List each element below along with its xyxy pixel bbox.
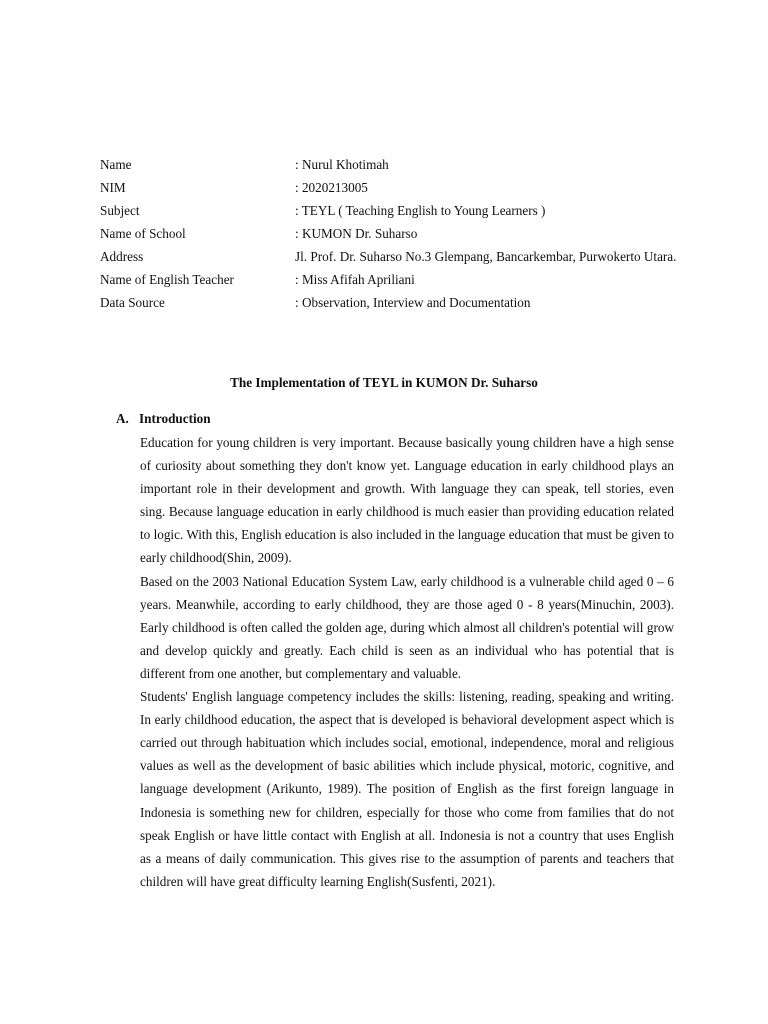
section-title: Introduction bbox=[139, 411, 211, 426]
student-info-table bbox=[100, 153, 680, 314]
paragraph: Students' English language competency includes the skills: listening, reading, speaking and writing. In early childhood education, the aspect that is developed is behavioral development aspect which is carried out through habituation which includes social, emotional, independence, moral and religious values as well as the development of basic abilities which include physical, motoric, cognitive, and language development (Arikunto, 1989). The position of English as the first foreign language in Indonesia is something new for children, especially for those who come from families that do not speak English or have little contact with English at all. Indonesia is not a country that uses English as a means of daily communication. This gives rise to the assumption of parents and teachers that children will have great difficulty learning English(Susfenti, 2021). bbox=[140, 689, 674, 889]
info-value: : TEYL ( Teaching English to Young Learners ) bbox=[295, 203, 546, 218]
paragraph: Education for young children is very important. Because basically young children have a high sense of curiosity about something they don't know yet. Language education in early childhood plays an important role in their development and growth. With language they can speak, tell stories, even sing. Because language education in early childhood is much easier than providing education related to logic. With this, English education is also included in the language education that must be given to early childhood(Shin, 2009). bbox=[140, 435, 674, 566]
paragraph: Based on the 2003 National Education System Law, early childhood is a vulnerable child aged 0 – 6 years. Meanwhile, according to early childhood, they are those aged 0 - 8 years(Minuchin, 2003). Early childhood is often called the golden age, during which almost all children's potential will grow and develop quickly and greatly. Each child is seen as an individual who has potential that is different from one another, but complementary and valuable. bbox=[140, 573, 674, 681]
info-value: Jl. Prof. Dr. Suharso No.3 Glempang, Bancarkembar, Purwokerto Utara. bbox=[295, 249, 677, 264]
info-row-teacher bbox=[100, 268, 680, 291]
section-letter: A. bbox=[116, 411, 129, 426]
info-value: : Observation, Interview and Documentation bbox=[295, 295, 531, 310]
info-value: : Miss Afifah Apriliani bbox=[295, 272, 415, 287]
info-row-address bbox=[100, 245, 680, 268]
info-row-subject bbox=[100, 199, 680, 222]
info-row-school bbox=[100, 222, 680, 245]
info-value: : 2020213005 bbox=[295, 180, 368, 195]
info-row-data-source bbox=[100, 291, 680, 314]
info-label: Data Source bbox=[100, 295, 165, 310]
info-row-nim bbox=[100, 176, 680, 199]
info-label: Subject bbox=[100, 203, 140, 218]
info-label: Name of School bbox=[100, 226, 186, 241]
info-row-name bbox=[100, 153, 680, 176]
info-value: : KUMON Dr. Suharso bbox=[295, 226, 418, 241]
section-heading bbox=[116, 409, 211, 429]
document-title: The Implementation of TEYL in KUMON Dr. Suharso bbox=[230, 375, 538, 390]
info-value: : Nurul Khotimah bbox=[295, 157, 389, 172]
info-label: Address bbox=[100, 249, 144, 264]
info-label: Name of English Teacher bbox=[100, 272, 234, 287]
introduction-body bbox=[140, 431, 674, 893]
info-label: NIM bbox=[100, 180, 126, 195]
info-label: Name bbox=[100, 157, 132, 172]
